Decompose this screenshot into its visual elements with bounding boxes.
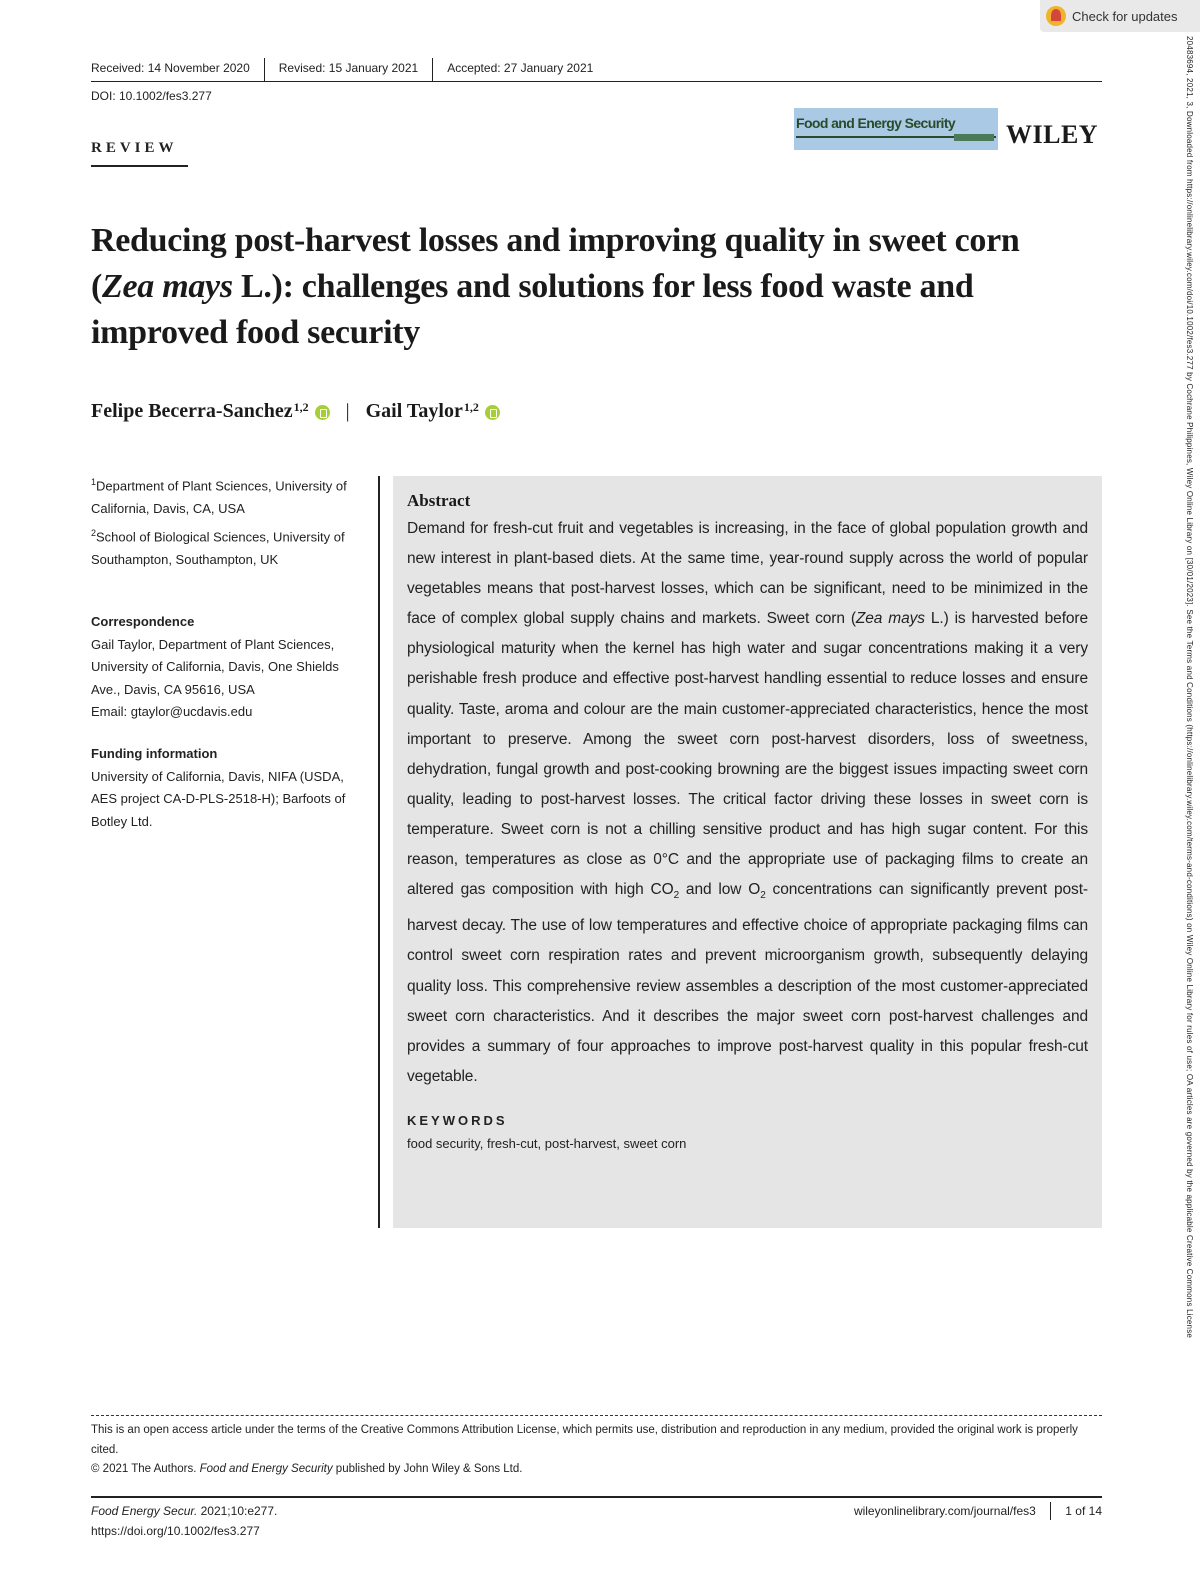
received-date: Received: 14 November 2020 xyxy=(91,58,265,81)
open-access-divider xyxy=(91,1415,1102,1416)
doi: DOI: 10.1002/fes3.277 xyxy=(91,89,212,103)
affiliation-2-text: School of Biological Sciences, University of Southampton, Southampton, UK xyxy=(91,529,345,567)
affiliation-2 xyxy=(91,522,371,571)
page-number: 1 of 14 xyxy=(1065,1504,1102,1518)
citation-volume: 2021;10:e277. xyxy=(197,1504,278,1518)
journal-logo-mark xyxy=(954,134,994,141)
footer-citation xyxy=(91,1501,277,1541)
footer-divider xyxy=(91,1496,1102,1498)
correspondence-text: Gail Taylor, Department of Plant Sciences, University of California, Davis, One Shields Ave., Davis, CA 95616, USA xyxy=(91,636,339,697)
citation-journal: Food Energy Secur. xyxy=(91,1504,198,1518)
article-dates xyxy=(91,58,1102,82)
author-name[interactable]: Gail Taylor xyxy=(365,399,463,422)
author-affiliation-sup: 1,2 xyxy=(463,399,479,414)
correspondence-email[interactable]: Email: gtaylor@ucdavis.edu xyxy=(91,704,253,719)
footer-separator xyxy=(1050,1502,1052,1520)
abstract-part-1: Demand for fresh-cut fruit and vegetables is increasing, in the face of global population growth and new interest in plant-based diets. At the same time, year-round supply across the world of popular vegetables means that post-harvest losses, which can be significant, need to be minimized in the face of complex global supply chains and markets. Sweet corn ( xyxy=(407,520,1088,628)
copyright-prefix: © 2021 The Authors. xyxy=(91,1463,200,1475)
affiliation-2-sup: 2 xyxy=(91,528,97,538)
journal-url-link[interactable]: wileyonlinelibrary.com/journal/fes3 xyxy=(853,1504,1036,1518)
column-divider xyxy=(378,476,380,1228)
abstract-part-4: concentrations can significantly prevent post-harvest decay. The use of low temperatures and effective choice of appropriate packaging films can control sweet corn respiration rates and prevent microorganism growth, subsequently delaying quality loss. This comprehensive review assembles a description of the most customer-appreciated sweet corn characteristics. And it describes the major sweet corn post-harvest challenges and provides a summary of four approaches to improve post-harvest quality in this popular fresh-cut vegetable. xyxy=(407,881,1088,1085)
abstract-text xyxy=(407,514,1088,1092)
abstract-part-3: and low O xyxy=(679,881,761,899)
o2-subscript: 2 xyxy=(760,890,766,902)
abstract-heading: Abstract xyxy=(407,491,471,510)
correspondence xyxy=(91,611,371,724)
journal-logo-text: Food and Energy Security xyxy=(796,115,956,131)
title-line-3: improved food security xyxy=(91,314,420,351)
affiliation-1 xyxy=(91,471,371,520)
copyright-suffix: published by John Wiley & Sons Ltd. xyxy=(332,1463,523,1475)
affiliation-1-sup: 1 xyxy=(91,477,97,487)
section-label: REVIEW xyxy=(91,140,188,167)
funding-heading: Funding information xyxy=(91,746,218,761)
co2-subscript: 2 xyxy=(673,890,680,902)
crossmark-icon xyxy=(1046,6,1066,26)
author-affiliation-sup: 1,2 xyxy=(293,399,309,414)
revised-date: Revised: 15 January 2021 xyxy=(279,58,433,81)
copyright-line xyxy=(91,1460,1102,1480)
author-name[interactable]: Felipe Becerra-Sanchez xyxy=(91,399,293,422)
keywords-list: food security, fresh-cut, post-harvest, sweet corn xyxy=(407,1135,687,1151)
title-species: Zea mays xyxy=(102,268,233,305)
check-for-updates-button[interactable] xyxy=(1040,0,1200,32)
journal-logo[interactable] xyxy=(794,108,998,150)
abstract-part-2: L.) is harvested before physiological maturity when the kernel has high water and sugar concentrations making it a very perishable fresh produce and effective post-harvest handling essential to reduce losses and ensure quality. Taste, aroma and colour are the main customer-appreciated characteristics, hence the most important to preserve. Among the sweet corn post-harvest disorders, loss of sweetness, dehydration, fungal growth and post-cooking browning are the biggest issues impacting sweet corn quality, leading to post-harvest losses. The critical factor driving these losses in sweet corn is temperature. Sweet corn is not a chilling sensitive product and has high sugar content. For this reason, temperatures as close as 0°C and the appropriate use of packaging films to create an altered gas composition with high CO xyxy=(407,610,1089,899)
funding-text: University of California, Davis, NIFA (USDA, AES project CA-D-PLS-2518-H); Barfoots of Botley Ltd. xyxy=(91,768,346,829)
title-line-1: Reducing post-harvest losses and improving quality in sweet corn xyxy=(91,222,1020,259)
download-notice-strip: 20483694, 2021, 3, Downloaded from https://onlinelibrary.wiley.com/doi/10.1002/fes3.277 by Cochrane Philippines, Wiley Online Library on [30/01/2023]. See the Terms and Conditions (https://onlinelibrary.wiley.com/terms-and-conditions) on Wiley Online Library for rules of use; OA articles are governed by the applicable Creative Commons License xyxy=(1185,36,1194,1339)
author-list xyxy=(91,394,500,428)
affiliation-1-text: Department of Plant Sciences, University of California, Davis, CA, USA xyxy=(91,478,347,516)
check-for-updates-label: Check for updates xyxy=(1072,8,1178,24)
title-paren: ( xyxy=(91,268,103,305)
doi-link[interactable]: https://doi.org/10.1002/fes3.277 xyxy=(91,1524,260,1538)
author-separator: | xyxy=(345,399,350,422)
copyright-journal: Food and Energy Security xyxy=(199,1463,333,1475)
footer-right xyxy=(854,1501,1102,1521)
article-title xyxy=(91,218,1106,356)
orcid-icon[interactable] xyxy=(485,405,500,420)
title-line-2-rest: L.): challenges and solutions for less food waste and xyxy=(232,268,974,305)
license-statement: This is an open access article under the terms of the Creative Commons Attribution License, which permits use, distribution and reproduction in any medium, provided the original work is properly cited. xyxy=(91,1424,1078,1456)
orcid-icon[interactable] xyxy=(315,405,330,420)
keywords-heading: KEYWORDS xyxy=(407,1112,508,1128)
publisher-logo[interactable]: WILEY xyxy=(1006,120,1099,149)
correspondence-heading: Correspondence xyxy=(91,614,195,629)
abstract-box xyxy=(393,476,1102,1228)
abstract-species: Zea mays xyxy=(855,610,925,628)
funding-information xyxy=(91,743,371,833)
accepted-date: Accepted: 27 January 2021 xyxy=(447,61,594,75)
open-access-notice xyxy=(91,1421,1102,1480)
citation-line xyxy=(91,1501,277,1521)
